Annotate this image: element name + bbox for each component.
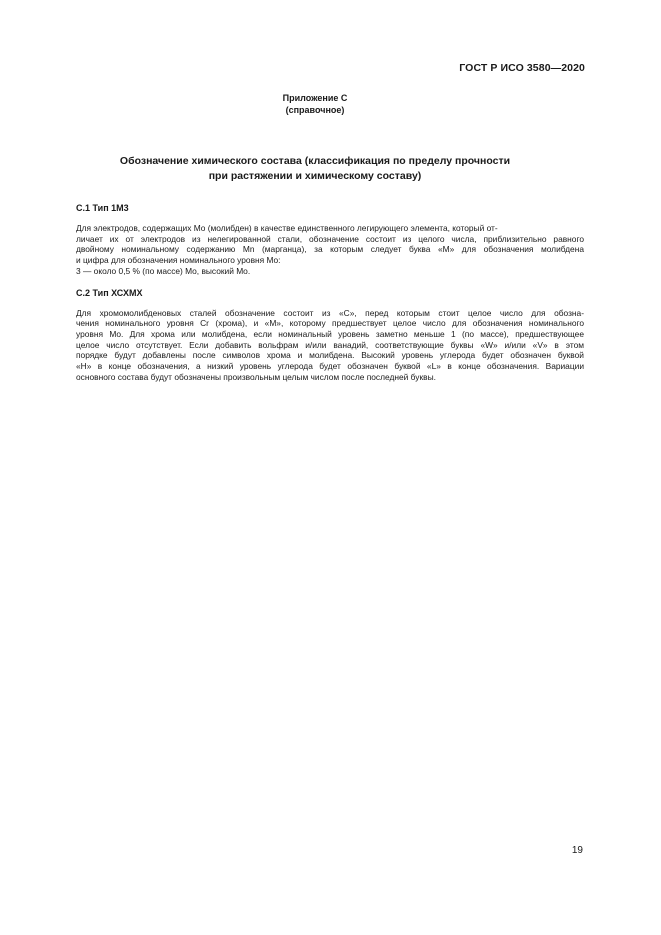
paragraph-line: чения номинального уровня Cr (хрома), и «М», которому предшествует целое число для обозначения номинального (76, 318, 584, 329)
section-heading-c1: С.1 Тип 1М3 (76, 203, 129, 213)
paragraph-line: уровня Mo. Для хрома или молибдена, если номинальный уровень заметно меньше 1 (по массе), предшествующее (76, 328, 584, 339)
section-c2 (76, 288, 584, 383)
paragraph-line (76, 223, 584, 234)
main-title-line-1: Обозначение химического состава (классификация по пределу прочности (119, 155, 511, 167)
paragraph-line: порядке будут добавлены после символов хрома и молибдена. Высокий уровень углерода будет обозначен буквой (76, 350, 584, 361)
section-heading-c2: С.2 Тип ХСХМХ (76, 287, 143, 298)
paragraph-line: «Н» в конце обозначения, а низкий уровень углерода будет обозначен буквой «L» в конце обозначения. Вариации (76, 361, 584, 372)
line-text: Для электродов, содержащих Mo (молибден) в качестве единственного легирующего элемента, который от- (76, 223, 498, 233)
paragraph-line: целое число отсутствует. Если добавить вольфрам и/или ванадий, соответствующие буквы «W» и/или «V» в этом (76, 339, 584, 350)
main-title (0, 154, 630, 184)
paragraph-line: и цифра для обозначения номинального уровня Mo: (76, 255, 281, 266)
main-title-line-2: при растяжении и химическому составу) (208, 170, 422, 182)
paragraph-line: 3 — около 0,5 % (по массе) Mo, высокий Mo. (76, 265, 251, 276)
document-number: ГОСТ Р ИСО 3580—2020 (459, 62, 585, 74)
paragraph-line: основного состава будут обозначены произвольным целым числом после последней буквы. (76, 371, 436, 382)
appendix-heading (0, 92, 630, 116)
section-c1 (76, 203, 584, 277)
section-c1-paragraph (76, 223, 584, 277)
page-number: 19 (571, 845, 583, 856)
appendix-subtitle: (справочное) (285, 105, 345, 115)
content-body (76, 203, 584, 382)
appendix-title: Приложение С (282, 93, 348, 103)
paragraph-line: двойному номинальному содержанию Mn (марганца), за которым следует буква «М» для обозначения молибдена (76, 244, 584, 255)
section-c2-paragraph (76, 308, 584, 383)
paragraph-line: личает их от электродов из нелегированной стали, обозначение состоит из целого числа, приблизительно равного (76, 233, 584, 244)
paragraph-line: Для хромомолибденовых сталей обозначение состоит из «С», перед которым стоит целое число для обозна- (76, 307, 584, 318)
